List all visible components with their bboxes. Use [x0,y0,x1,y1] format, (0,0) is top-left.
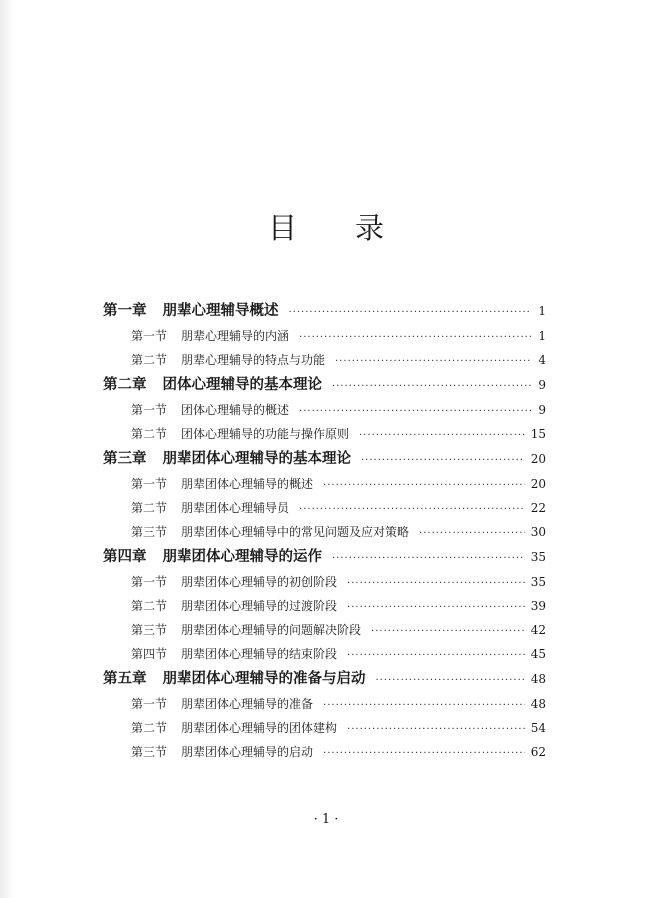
section-title: 朋辈团体心理辅导的问题解决阶段 [181,623,362,637]
chapter-page-number: 1 [538,304,546,318]
toc-section-entry[interactable] [103,472,546,496]
chapter-title: 朋辈团体心理辅导的基本理论 [162,451,351,467]
toc-chapter-entry[interactable] [103,544,546,570]
section-page-number: 45 [530,647,546,661]
chapter-title: 朋辈团体心理辅导的准备与启动 [162,671,366,687]
table-of-contents [103,298,546,764]
section-page-number: 4 [538,353,546,367]
dot-leader [347,644,525,668]
section-page-number: 9 [538,403,546,417]
section-title: 朋辈团体心理辅导的初创阶段 [181,575,338,589]
section-title: 朋辈心理辅导的特点与功能 [181,353,326,367]
toc-section-entry[interactable] [103,496,546,520]
section-page-number: 30 [530,525,546,539]
toc-section-entry[interactable] [103,594,546,618]
dot-leader [361,448,525,474]
dot-leader [347,596,525,620]
dot-leader [299,326,532,350]
section-title: 朋辈团体心理辅导员 [181,501,290,515]
toc-section-entry[interactable] [103,422,546,446]
toc-section-entry[interactable] [103,740,546,764]
dot-leader [419,522,525,546]
section-number: 第一节 [131,329,168,343]
section-page-number: 1 [538,329,546,343]
dot-leader [323,742,525,766]
section-page-number: 54 [530,721,546,735]
dot-leader [323,474,525,498]
dot-leader [332,546,525,572]
dot-leader [289,300,533,326]
dot-leader [299,400,532,424]
section-number: 第二节 [131,721,168,735]
chapter-title: 朋辈心理辅导概述 [162,303,279,319]
toc-chapter-entry[interactable] [103,666,546,692]
dot-leader [359,424,525,448]
toc-section-entry[interactable] [103,520,546,544]
toc-title [0,206,652,247]
chapter-page-number: 9 [538,378,546,392]
section-page-number: 35 [530,575,546,589]
title-char-2: 录 [355,211,385,245]
section-number: 第一节 [131,403,168,417]
chapter-number: 第三章 [103,451,147,467]
section-number: 第二节 [131,427,168,441]
section-number: 第二节 [131,501,168,515]
chapter-page-number: 35 [530,550,546,564]
chapter-page-number: 48 [530,672,546,686]
section-title: 朋辈团体心理辅导中的常见问题及应对策略 [181,525,410,539]
section-title: 朋辈团体心理辅导的准备 [181,697,314,711]
dot-leader [299,498,525,522]
toc-chapter-entry[interactable] [103,372,546,398]
section-page-number: 48 [530,697,546,711]
chapter-title: 朋辈团体心理辅导的运作 [162,549,322,565]
section-number: 第三节 [131,525,168,539]
section-title: 朋辈团体心理辅导的概述 [181,477,314,491]
section-title: 团体心理辅导的概述 [181,403,290,417]
dot-leader [335,350,532,374]
section-page-number: 42 [530,623,546,637]
chapter-number: 第二章 [103,377,147,393]
section-number: 第三节 [131,623,168,637]
section-number: 第一节 [131,697,168,711]
section-title: 朋辈团体心理辅导的过渡阶段 [181,599,338,613]
section-page-number: 15 [530,427,546,441]
dot-leader [371,620,525,644]
toc-section-entry[interactable] [103,324,546,348]
section-title: 朋辈团体心理辅导的启动 [181,745,314,759]
chapter-title: 团体心理辅导的基本理论 [162,377,322,393]
section-page-number: 20 [530,477,546,491]
chapter-number: 第四章 [103,549,147,565]
section-page-number: 22 [530,501,546,515]
dot-leader [332,374,532,400]
dot-leader [347,718,525,742]
toc-chapter-entry[interactable] [103,298,546,324]
section-title: 朋辈心理辅导的内涵 [181,329,290,343]
section-number: 第一节 [131,477,168,491]
section-number: 第一节 [131,575,168,589]
toc-section-entry[interactable] [103,642,546,666]
toc-section-entry[interactable] [103,692,546,716]
toc-section-entry[interactable] [103,618,546,642]
toc-section-entry[interactable] [103,398,546,422]
section-number: 第二节 [131,353,168,367]
dot-leader [376,668,525,694]
section-page-number: 62 [530,745,546,759]
toc-section-entry[interactable] [103,570,546,594]
section-title: 朋辈团体心理辅导的团体建构 [181,721,338,735]
section-title: 朋辈团体心理辅导的结束阶段 [181,647,338,661]
section-page-number: 39 [530,599,546,613]
section-number: 第二节 [131,599,168,613]
chapter-number: 第五章 [103,671,147,687]
section-title: 团体心理辅导的功能与操作原则 [181,427,350,441]
toc-section-entry[interactable] [103,348,546,372]
section-number: 第三节 [131,745,168,759]
section-number: 第四节 [131,647,168,661]
chapter-number: 第一章 [103,303,147,319]
page-number-footer: · 1 · [313,812,339,827]
title-char-1: 目 [267,211,297,245]
toc-chapter-entry[interactable] [103,446,546,472]
toc-section-entry[interactable] [103,716,546,740]
chapter-page-number: 20 [530,452,546,466]
page-edge-shadow [0,0,14,898]
dot-leader [323,694,525,718]
dot-leader [347,572,525,596]
